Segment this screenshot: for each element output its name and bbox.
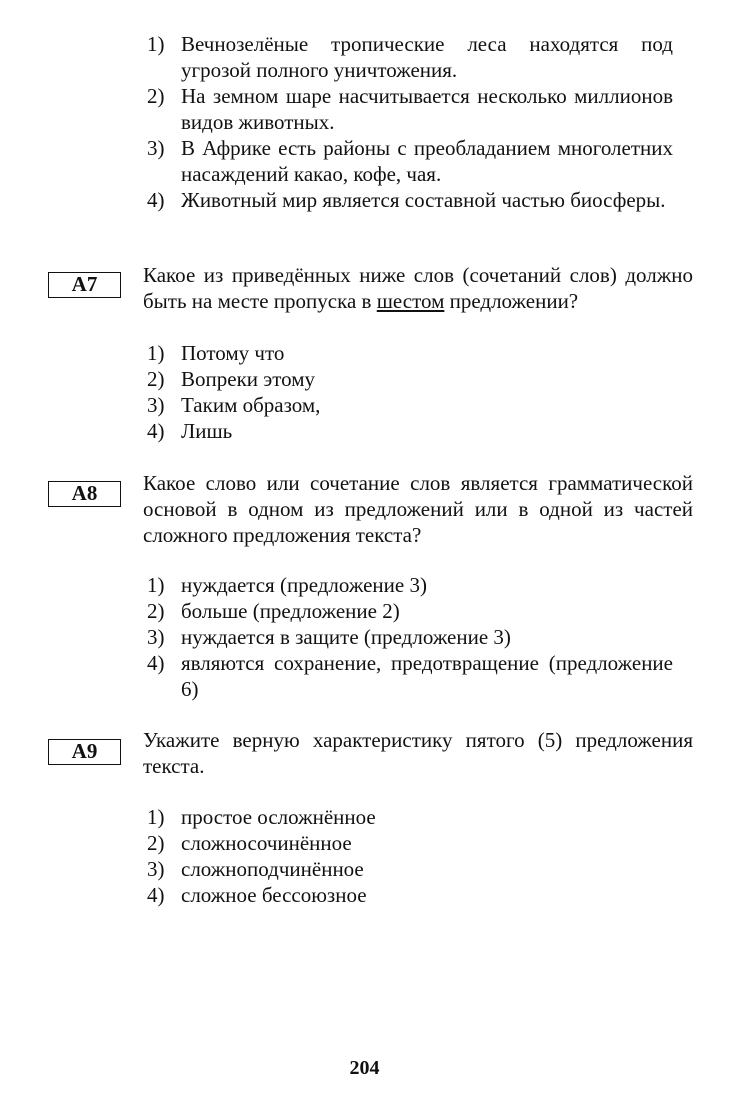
- list-item: [147, 31, 673, 83]
- list-item: [147, 804, 673, 830]
- option-number: 2): [147, 84, 165, 108]
- underlined-word: шестом: [376, 289, 445, 313]
- option-number: 4): [147, 419, 165, 443]
- option-number: 3): [147, 393, 165, 417]
- option-number: 1): [147, 573, 165, 597]
- option-number: 3): [147, 857, 165, 881]
- option-text: нуждается (предложение 3): [181, 573, 427, 597]
- options-list-a7: [147, 340, 673, 444]
- option-text: сложное бессоюзное: [181, 883, 367, 907]
- question-text-a9: Укажите верную характеристику пятого (5) предложения текста.: [143, 728, 693, 778]
- list-item: [147, 418, 673, 444]
- list-item: [147, 650, 673, 702]
- question-text-a8: Какое слово или сочетание слов является грамматической основой в одном из предложений или в одной из частей сложного предложения текста?: [143, 471, 693, 547]
- option-number: 4): [147, 188, 165, 212]
- option-number: 4): [147, 651, 165, 675]
- option-number: 2): [147, 831, 165, 855]
- question-text-a7: [143, 262, 693, 314]
- question-label-a7: A7: [48, 272, 121, 298]
- list-item: [147, 598, 673, 624]
- list-item: [147, 856, 673, 882]
- top-options-list: [147, 31, 673, 213]
- options-list-a9: [147, 804, 673, 908]
- option-text: Потому что: [181, 341, 285, 365]
- question-label-a8: A8: [48, 481, 121, 507]
- list-item: [147, 624, 673, 650]
- option-text: На земном шаре насчитывается несколько миллионов видов животных.: [181, 84, 673, 134]
- option-text: сложносочинённое: [181, 831, 352, 855]
- question-text-part: предложении?: [444, 289, 579, 313]
- list-item: [147, 340, 673, 366]
- option-number: 1): [147, 32, 165, 56]
- option-text: больше (предложение 2): [181, 599, 400, 623]
- option-text: являются сохранение, предотвращение (предложение 6): [181, 651, 673, 701]
- option-text: Таким образом,: [181, 393, 321, 417]
- option-number: 2): [147, 367, 165, 391]
- list-item: [147, 187, 673, 213]
- question-label-a9: A9: [48, 739, 121, 765]
- option-text: простое осложнённое: [181, 805, 376, 829]
- list-item: [147, 135, 673, 187]
- page-number: 204: [349, 1057, 380, 1079]
- list-item: [147, 366, 673, 392]
- options-list-a8: [147, 572, 673, 702]
- list-item: [147, 83, 673, 135]
- option-number: 1): [147, 805, 165, 829]
- list-item: [147, 572, 673, 598]
- option-number: 4): [147, 883, 165, 907]
- option-number: 3): [147, 625, 165, 649]
- option-number: 2): [147, 599, 165, 623]
- option-number: 3): [147, 136, 165, 160]
- option-text: нуждается в защите (предложение 3): [181, 625, 511, 649]
- option-text: Вечнозелёные тропические леса находятся под угрозой полного уничтожения.: [181, 32, 673, 82]
- option-text: Вопреки этому: [181, 367, 316, 391]
- option-text: В Африке есть районы с преобладанием многолетних насаждений какао, кофе, чая.: [181, 136, 673, 186]
- option-text: Лишь: [181, 419, 233, 443]
- list-item: [147, 882, 673, 908]
- option-text: сложноподчинённое: [181, 857, 364, 881]
- list-item: [147, 392, 673, 418]
- list-item: [147, 830, 673, 856]
- option-number: 1): [147, 341, 165, 365]
- option-text: Животный мир является составной частью биосферы.: [181, 188, 666, 212]
- question-text-part: Какое из приведённых ниже слов (сочетаний слов) должно быть на месте пропуска в: [143, 263, 693, 313]
